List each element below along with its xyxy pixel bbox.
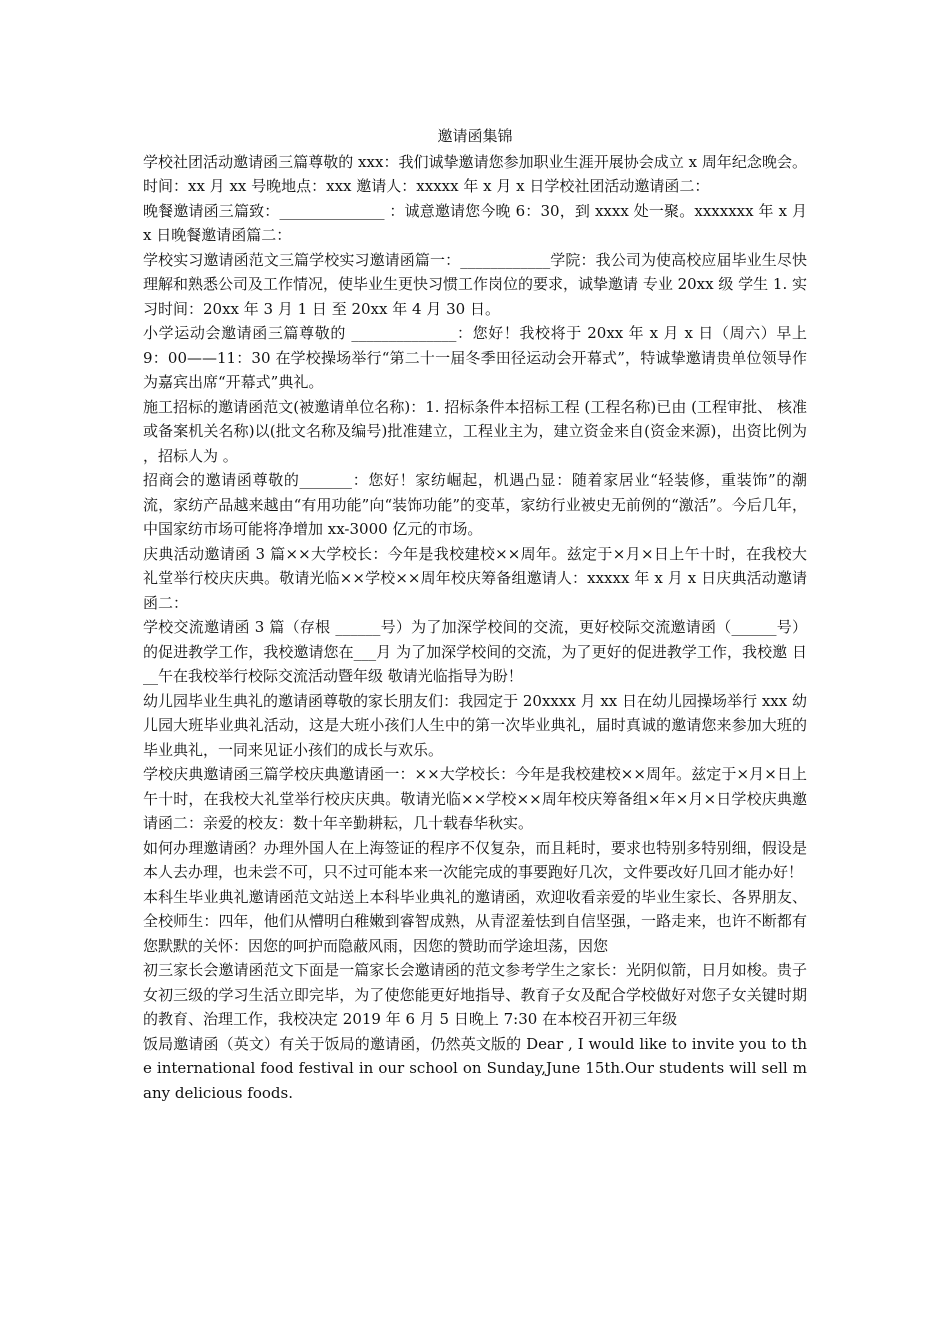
- paragraph-investment-invitation: 招商会的邀请函尊敬的_______：您好！家纺崛起，机遇凸显：随着家居业“轻装修，重装饰”的潮流，家纺产品越来越由“有用功能”向“装饰功能”的变革，家纺行业被史无前例的“激活”。今后几年，中国家纺市场可能将净增加 xx-3000 亿元的市场。: [143, 471, 807, 538]
- paragraph-kindergarten-graduation-invitation: 幼儿园毕业生典礼的邀请函尊敬的家长朋友们：我园定于 20xxxx 月 xx 日在幼儿园操场举行 xxx 幼儿园大班毕业典礼活动，这是大班小孩们人生中的第一次毕业典礼，届时真诚的邀请您来参加大班的毕业典礼，一同来见证小孩们的成长与欢乐。: [143, 691, 807, 759]
- document-page: [143, 124, 807, 1105]
- paragraph-undergraduate-graduation-invitation: 本科生毕业典礼邀请函范文站送上本科毕业典礼的邀请函，欢迎收看亲爱的毕业生家长、各界朋友、全校师生：四年，他们从懵明白稚嫩到睿智成熟，从青涩羞怯到自信坚强，一路走来，也许不断都有您默默的关怀：因您的呵护而隐蔽风雨，因您的赞助而学途坦荡，因您: [143, 887, 807, 955]
- paragraph-construction-bidding-invitation: 施工招标的邀请函范文(被邀请单位名称)：1. 招标条件本招标工程 (工程名称)已由 (工程审批、 核准或备案机关名称)以(批文名称及编号)批准建立，工程业主为，建立资金来自(资金来源)，出资比例为 ，招标人为 。: [143, 397, 807, 465]
- paragraph-internship-invitation: 学校实习邀请函范文三篇学校实习邀请函篇一：____________学院：我公司为使高校应届毕业生尽快理解和熟悉公司及工作情况，使毕业生更快习惯工作岗位的要求，诚挚邀请 专业 20xx 级 学生 1. 实习时间：20xx 年 3 月 1 日 至 20xx 年 4 月 30 日。: [143, 250, 807, 318]
- paragraph-sports-meeting-invitation: 小学运动会邀请函三篇尊敬的 ______________：您好！我校将于 20xx 年 x 月 x 日（周六）早上 9：00——11：30 在学校操场举行“第二十一届冬季田径运动会开幕式”，特诚挚邀请贵单位领导作为嘉宾出席“开幕式”典礼。: [143, 324, 807, 391]
- document-title: 邀请函集锦: [437, 127, 513, 145]
- paragraph-celebration-invitation: 庆典活动邀请函 3 篇××大学校长：今年是我校建校××周年。兹定于×月×日上午十时，在我校大礼堂举行校庆庆典。敬请光临××学校××周年校庆筹备组邀请人：xxxxx 年 x 月 x 日庆典活动邀请函二：: [143, 544, 807, 612]
- paragraph-how-to-get-invitation: 如何办理邀请函？办理外国人在上海签证的程序不仅复杂，而且耗时，要求也特别多特别细，假设是本人去办理，也未尝不可，只不过可能本来一次能完成的事要跑好几次，文件要改好几回才能办好！: [143, 838, 807, 881]
- paragraph-dinner-english-invitation: 饭局邀请函（英文）有关于饭局的邀请函，仍然英文版的 Dear , I would like to invite you to the international food festival in our school on Sunday,June 15th.Our students will sell many delicious foods.: [143, 1034, 807, 1102]
- paragraph-school-exchange-invitation: 学校交流邀请函 3 篇（存根 ______号）为了加深学校间的交流，更好校际交流邀请函（______号）的促进教学工作，我校邀请您在___月 为了加深学校间的交流，为了更好的促进教学工作，我校邀 日__午在我校举行校际交流活动暨年级 敬请光临指导为盼！: [143, 618, 807, 685]
- paragraph-parent-meeting-invitation: 初三家长会邀请函范文下面是一篇家长会邀请函的范文参考学生之家长：光阴似箭，日月如梭。贵子女初三级的学习生活立即完毕，为了使您能更好地指导、教育子女及配合学校做好对您子女关键时期的教育、治理工作，我校决定 2019 年 6 月 5 日晚上 7:30 在本校召开初三年级: [143, 961, 807, 1028]
- paragraph-club-invitation: 学校社团活动邀请函三篇尊敬的 xxx：我们诚挚邀请您参加职业生涯开展协会成立 x 周年纪念晚会。时间：xx 月 xx 号晚地点：xxx 邀请人：xxxxx 年 x 月 x 日学校社团活动邀请函二：: [143, 152, 807, 195]
- paragraph-dinner-invitation: 晚餐邀请函三篇致：______________ ：诚意邀请您今晚 6：30，到 xxxx 处一聚。xxxxxxx 年 x 月 x 日晚餐邀请函篇二：: [143, 201, 807, 244]
- paragraph-school-anniversary-invitation: 学校庆典邀请函三篇学校庆典邀请函一：××大学校长：今年是我校建校××周年。兹定于×月×日上午十时，在我校大礼堂举行校庆庆典。敬请光临××学校××周年校庆筹备组×年×月×日学校庆典邀请函二：亲爱的校友：数十年辛勤耕耘，几十载春华秋实。: [143, 765, 807, 832]
